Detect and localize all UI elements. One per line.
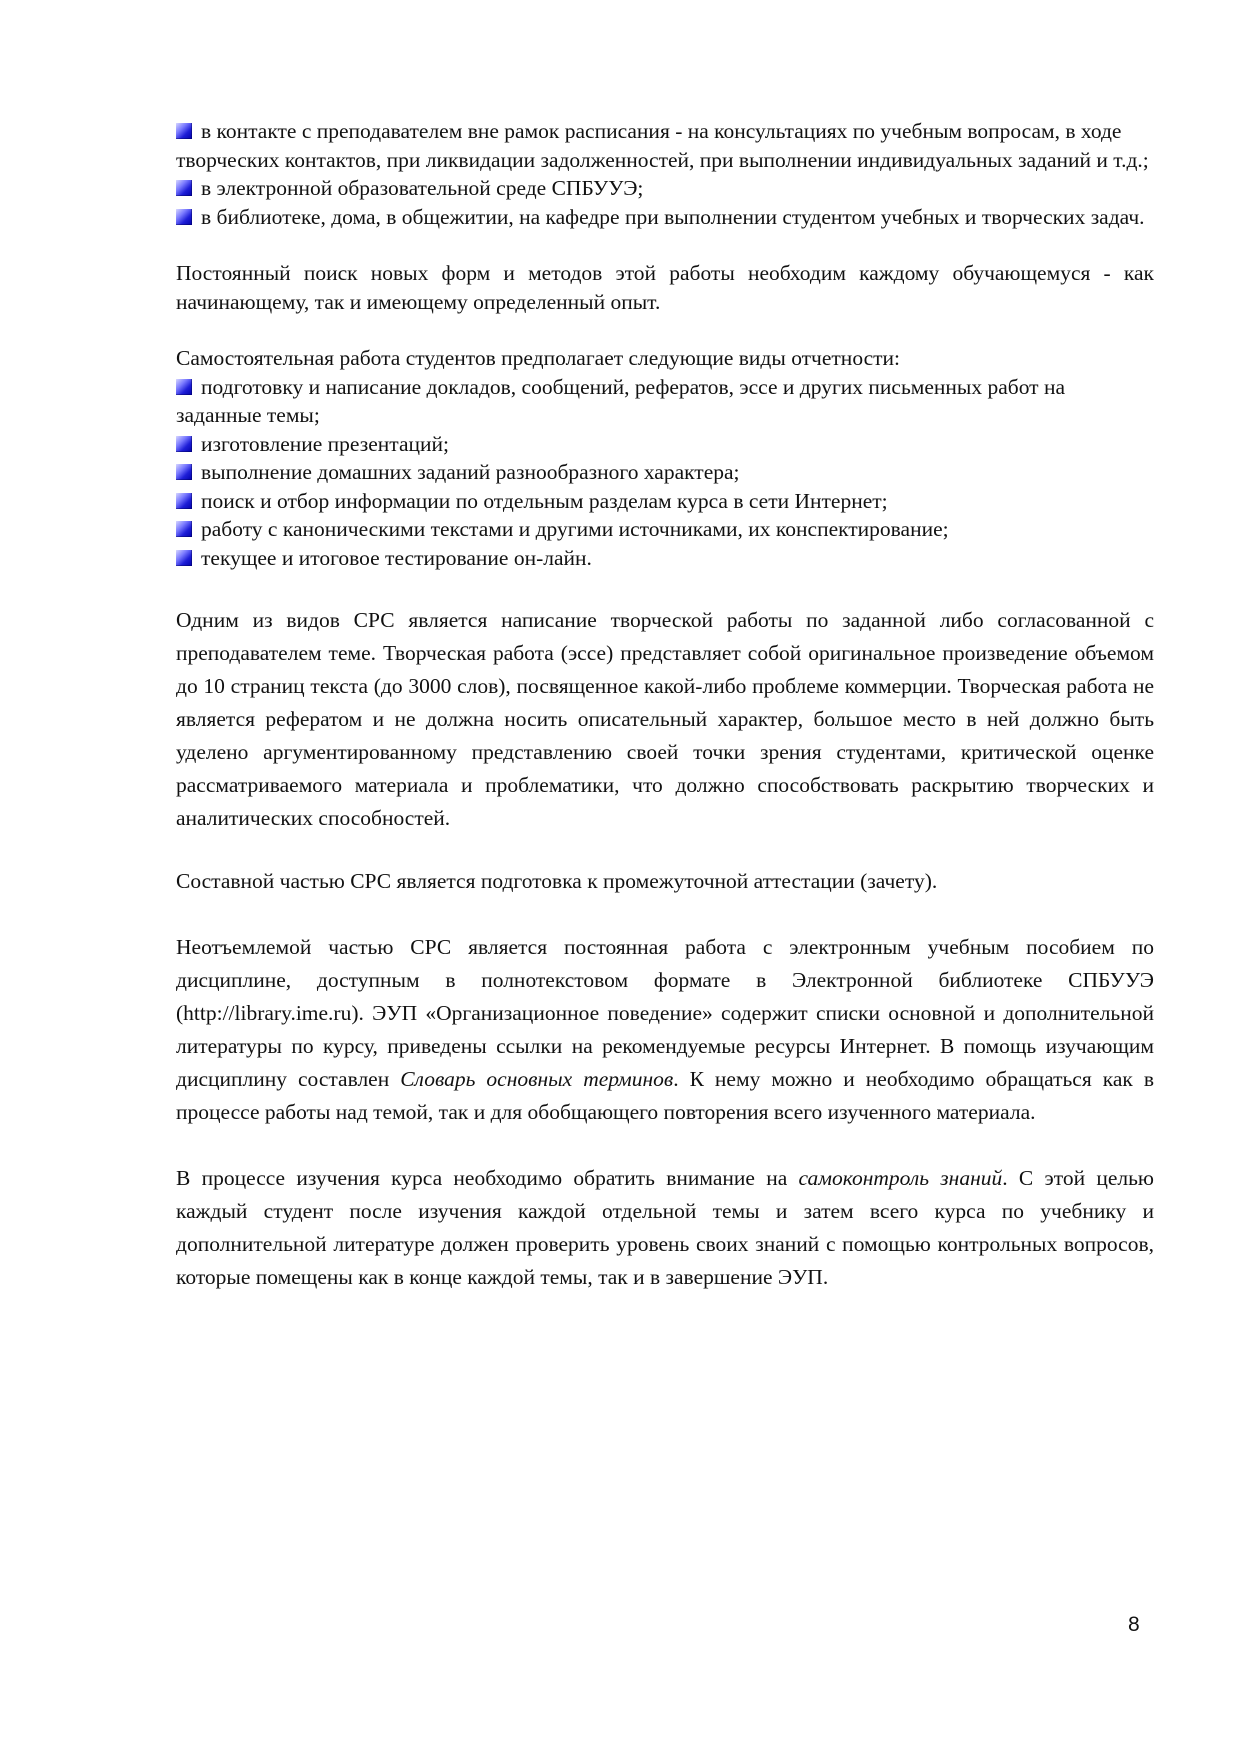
list-item xyxy=(176,487,1154,516)
list-item-text: работу с каноническими текстами и другими источниками, их конспектирование; xyxy=(201,517,949,541)
list-item xyxy=(176,174,1154,203)
reporting-section xyxy=(176,344,1154,572)
list-item-text: поиск и отбор информации по отдельным разделам курса в сети Интернет; xyxy=(201,488,888,513)
list-item xyxy=(176,203,1154,232)
study-places-list xyxy=(176,117,1154,231)
square-bullet-icon xyxy=(176,550,192,566)
list-item-text: текущее и итоговое тестирование он-лайн. xyxy=(201,545,592,570)
list-item xyxy=(176,515,1154,544)
paragraph-attestation: Составной частью СРС является подготовка к промежуточной аттестации (зачету). xyxy=(176,869,938,893)
document-page xyxy=(176,117,1154,1294)
reporting-intro: Самостоятельная работа студентов предполагает следующие виды отчетности: xyxy=(176,346,901,370)
square-bullet-icon xyxy=(176,379,192,395)
square-bullet-icon xyxy=(176,521,192,537)
list-item xyxy=(176,373,1154,430)
paragraph-text: . С этой целью каждый студент после изучения каждой отдельной темы и затем всего курса по учебнику и дополнительной литературе должен проверить уровень своих знаний с помощью контрольных вопросов, которые помещены как в конце каждой темы, так и в завершение ЭУП. xyxy=(176,1166,1154,1289)
list-item-text: в контакте с преподавателем вне рамок расписания - на консультациях по учебным вопросам, в ходе творческих контактов, при ликвидации задолженностей, при выполнении индивидуальных заданий и т.д.; xyxy=(176,119,1149,172)
square-bullet-icon xyxy=(176,493,192,509)
list-item-text: в электронной образовательной среде СПБУУЭ; xyxy=(201,176,644,200)
list-item xyxy=(176,430,1154,459)
emphasis-dictionary: Словарь основных терминов xyxy=(400,1067,674,1091)
paragraph-text: Неотъемлемой частью СРС является постоянная работа с электронным учебным пособием по дисциплине, доступным в полнотекстовом формате в Электронной библиотеке СПБУУЭ (http://library.ime.ru). ЭУП «Организационное поведение» содержит списки основной и дополнительной литературы по курсу, приведены ссылки на рекомендуемые ресурсы Интернет. В помощь изучающим дисциплину составлен xyxy=(176,935,1154,1091)
list-item xyxy=(176,117,1154,174)
square-bullet-icon xyxy=(176,123,192,139)
square-bullet-icon xyxy=(176,464,192,480)
paragraph-creative-work: Одним из видов СРС является написание творческой работы по заданной либо согласованной с преподавателем теме. Творческая работа (эссе) представляет собой оригинальное произведение объемом до 10 страниц текста (до 3000 слов), посвященное какой-либо проблеме коммерции. Творческая работа не является рефератом и не должна носить описательный характер, большое место в ней должно быть уделено аргументированному представлению своей точки зрения студентами, критической оценке рассматриваемого материала и проблематики, что должно способствовать раскрытию творческих и аналитических способностей. xyxy=(176,608,1154,830)
list-item-text: в библиотеке, дома, в общежитии, на кафедре при выполнении студентом учебных и творческих задач. xyxy=(201,204,1145,229)
paragraph-text: В процессе изучения курса необходимо обратить внимание на xyxy=(176,1166,799,1190)
list-item xyxy=(176,544,1154,573)
paragraph-self-control xyxy=(176,1162,1154,1294)
paragraph-textbook xyxy=(176,931,1154,1129)
square-bullet-icon xyxy=(176,436,192,452)
list-item-text: подготовку и написание докладов, сообщений, рефератов, эссе и других письменных работ на заданные темы; xyxy=(176,374,1065,427)
list-item-text: выполнение домашних заданий разнообразного характера; xyxy=(201,460,740,484)
square-bullet-icon xyxy=(176,180,192,196)
paragraph-text: . К нему можно и необходимо обращаться как в процессе работы над темой, так и для обобщающего повторения всего изученного материала. xyxy=(176,1067,1154,1124)
square-bullet-icon xyxy=(176,209,192,225)
emphasis-self-control: самоконтроль знаний xyxy=(798,1166,1003,1190)
list-item xyxy=(176,458,1154,487)
paragraph-search: Постоянный поиск новых форм и методов этой работы необходим каждому обучающемуся - как начинающему, так и имеющему определенный опыт. xyxy=(176,261,1154,314)
page-number: 8 xyxy=(1128,1613,1140,1636)
list-item-text: изготовление презентаций; xyxy=(201,431,449,456)
